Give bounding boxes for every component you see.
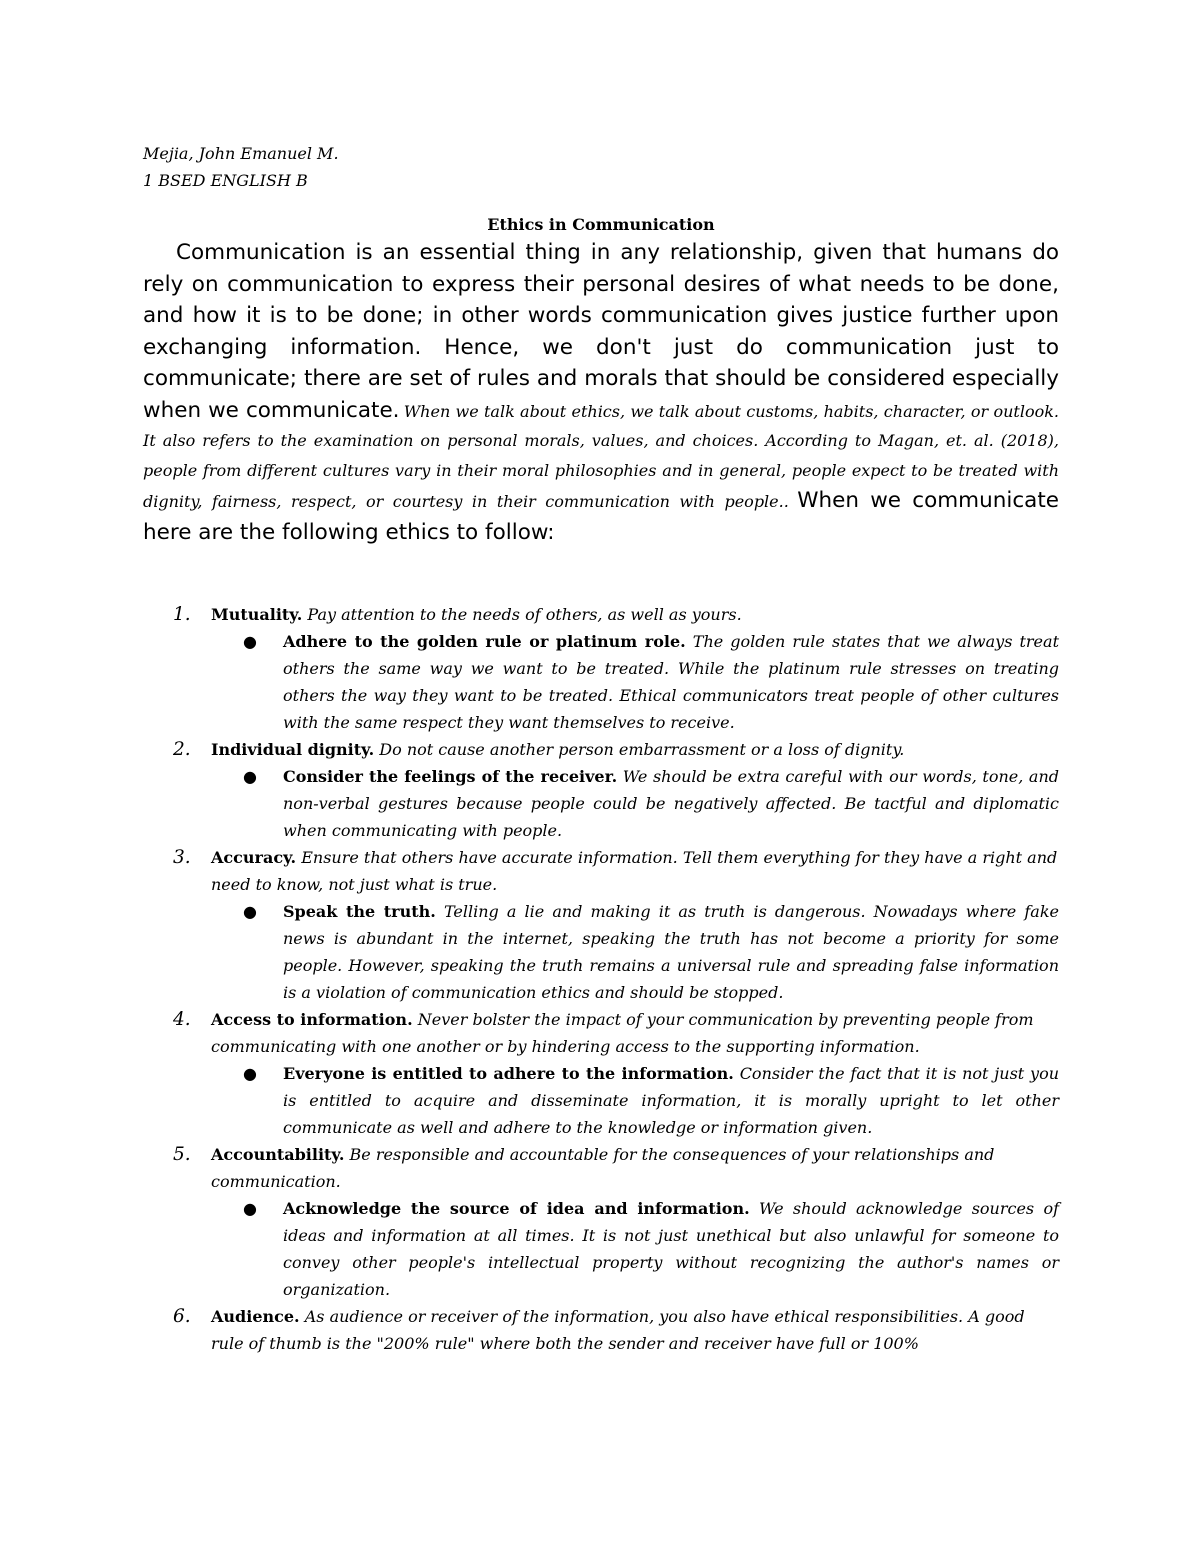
- item-text: Pay attention to the needs of others, as well as yours.: [307, 605, 742, 624]
- document-title: Ethics in Communication: [487, 215, 715, 234]
- sub-list-item: [211, 1060, 1059, 1141]
- item-text: Never bolster the impact of your communication by preventing people from communicating with one another or by hindering access to the supporting information.: [211, 1010, 1034, 1056]
- item-heading: Audience.: [211, 1307, 300, 1326]
- document-page: [143, 140, 1059, 1357]
- list-item-number: 5.: [173, 1144, 191, 1165]
- intro-tail-text: When we communicate here are the following ethics to follow:: [143, 488, 1059, 545]
- list-item: [143, 1141, 1059, 1303]
- sub-item-text: The golden rule states that we always treat others the same way we want to be treated. While the platinum rule stresses on treating others the way they want to be treated. Ethical communicators treat people of other cultures with the same respect they want themselves to receive.: [283, 632, 1059, 732]
- list-item-number: 3.: [173, 847, 191, 868]
- list-item-number: 1.: [173, 604, 191, 625]
- intro-paragraph: [143, 238, 1059, 549]
- list-item-number: 2.: [173, 739, 191, 760]
- sub-item-heading: Speak the truth.: [283, 902, 436, 921]
- sub-item-heading: Consider the feelings of the receiver.: [283, 767, 618, 786]
- course-section: 1 BSED ENGLISH B: [143, 171, 308, 190]
- intro-lead-text: Communication is an essential thing in any relationship, given that humans do rely on communication to express their personal desires of what needs to be done, and how it is to be done; in other words communication gives justice further upon exchanging information. Hence, we don't just do communication just to communicate; there are set of rules and morals that should be considered especially when we communicate.: [143, 240, 1059, 423]
- list-item: [143, 1303, 1059, 1357]
- item-heading: Mutuality.: [211, 605, 303, 624]
- ethics-list: [143, 601, 1059, 1357]
- intro-italic-text: When we talk about ethics, we talk about customs, habits, character, or outlook. It also refers to the examination on personal morals, values, and choices. According to Magan, et. al. (2018), people from different cultures vary in their moral philosophies and in general, people expect to be treated with dignity, fairness, respect, or courtesy in their communication with people..: [143, 401, 1060, 511]
- list-item: [143, 1006, 1059, 1141]
- sub-item-text: We should be extra careful with our words, tone, and non-verbal gestures because people could be negatively affected. Be tactful and diplomatic when communicating with people.: [283, 767, 1059, 840]
- sub-list-item: [211, 1195, 1059, 1303]
- author-name: Mejia, John Emanuel M.: [143, 144, 339, 163]
- bullet-icon: ●: [243, 767, 257, 786]
- item-heading: Access to information.: [211, 1010, 413, 1029]
- sub-list-item: [211, 763, 1059, 844]
- list-item: [143, 736, 1059, 844]
- bullet-icon: ●: [243, 632, 257, 651]
- item-heading: Individual dignity.: [211, 740, 375, 759]
- sub-item-heading: Acknowledge the source of idea and information.: [283, 1199, 750, 1218]
- bullet-icon: ●: [243, 1064, 257, 1083]
- list-item-number: 4.: [173, 1009, 191, 1030]
- list-item-number: 6.: [173, 1306, 191, 1327]
- list-item: [143, 844, 1059, 1006]
- item-heading: Accuracy.: [211, 848, 297, 867]
- bullet-icon: ●: [243, 1199, 257, 1218]
- item-text: Ensure that others have accurate information. Tell them everything for they have a right and need to know, not just what is true.: [211, 848, 1058, 894]
- sub-item-heading: Adhere to the golden rule or platinum role.: [283, 632, 686, 651]
- item-text: Do not cause another person embarrassment or a loss of dignity.: [379, 740, 905, 759]
- bullet-icon: ●: [243, 902, 257, 921]
- sub-item-text: We should acknowledge sources of ideas and information at all times. It is not just unethical but also unlawful for someone to convey other people's intellectual property without recognizing the author's names or organization.: [283, 1199, 1060, 1299]
- sub-item-heading: Everyone is entitled to adhere to the information.: [283, 1064, 734, 1083]
- sub-list-item: [211, 898, 1059, 1006]
- list-item: [143, 601, 1059, 736]
- sub-list-item: [211, 628, 1059, 736]
- sub-item-text: Consider the fact that it is not just you is entitled to acquire and disseminate information, it is morally upright to let other communicate as well and adhere to the knowledge or information given.: [283, 1064, 1059, 1137]
- item-text: Be responsible and accountable for the consequences of your relationships and communication.: [211, 1145, 995, 1191]
- sub-item-text: Telling a lie and making it as truth is dangerous. Nowadays where fake news is abundant in the internet, speaking the truth has not become a priority for some people. However, speaking the truth remains a universal rule and spreading false information is a violation of communication ethics and should be stopped.: [283, 902, 1060, 1002]
- item-heading: Accountability.: [211, 1145, 345, 1164]
- item-text: As audience or receiver of the information, you also have ethical responsibilities. A good rule of thumb is the "200% rule" where both the sender and receiver have full or 100%: [211, 1307, 1025, 1353]
